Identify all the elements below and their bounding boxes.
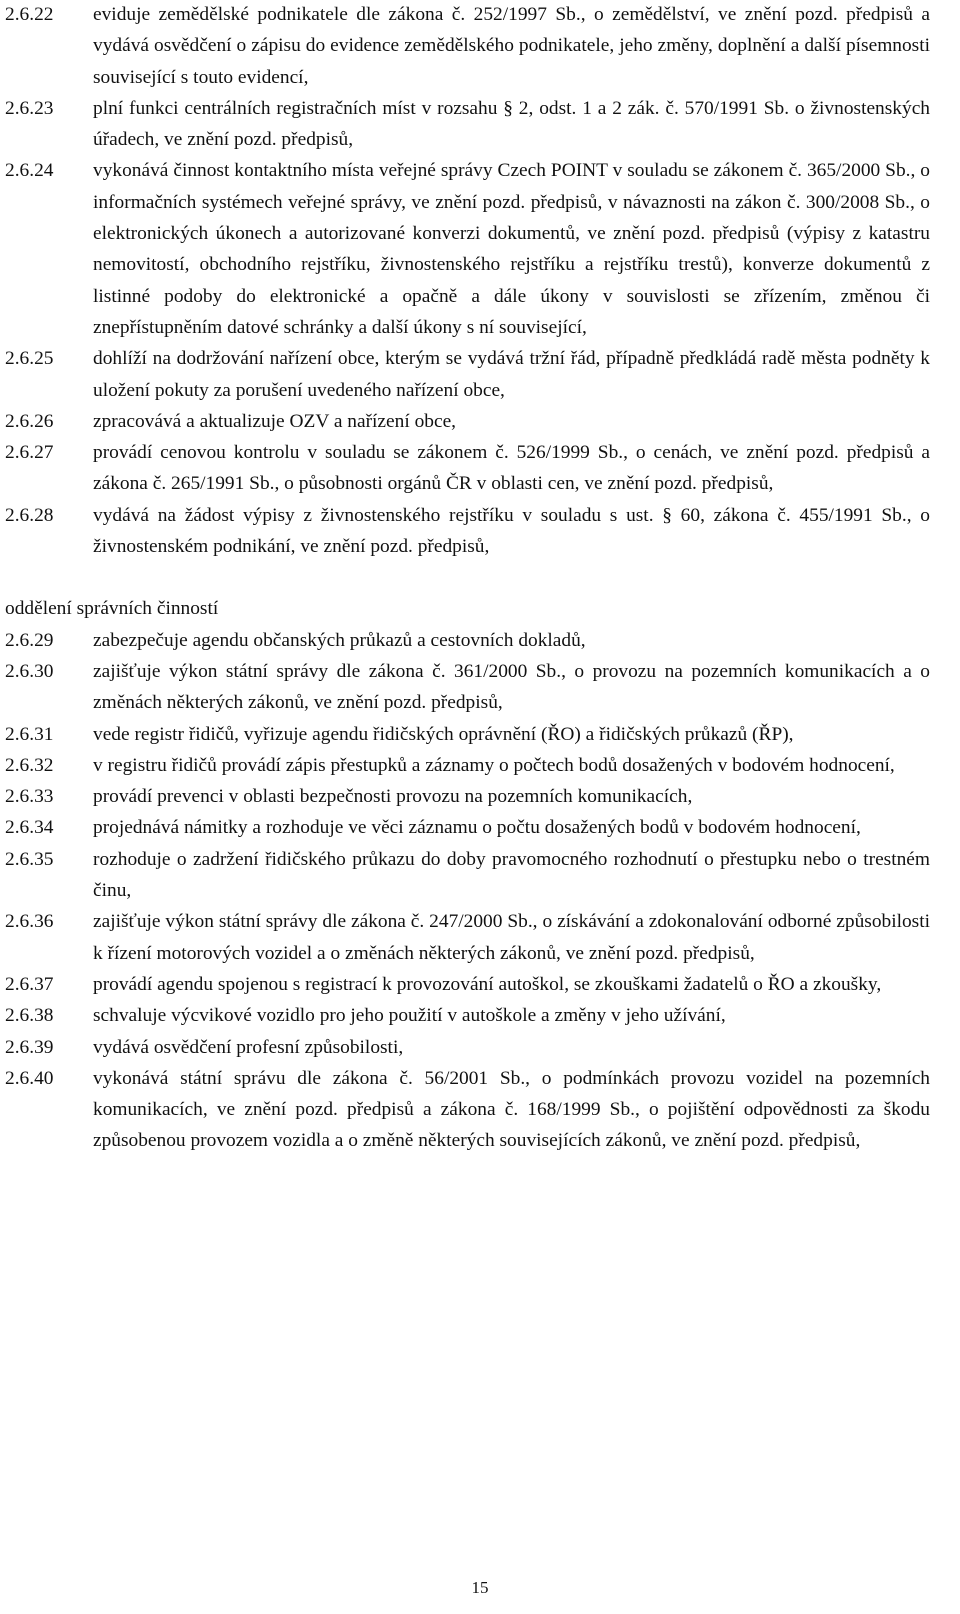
item-number: 2.6.23 <box>5 97 54 119</box>
list-item <box>5 500 930 563</box>
section-b-list <box>5 625 930 1157</box>
item-text: vydává osvědčení profesní způsobilosti, <box>93 1036 404 1058</box>
item-text: vede registr řidičů, vyřizuje agendu řidičských oprávnění (ŘO) a řidičských průkazů (ŘP), <box>93 723 794 745</box>
document-page <box>5 0 930 1157</box>
item-number: 2.6.24 <box>5 160 54 182</box>
item-number: 2.6.37 <box>5 973 54 995</box>
item-text: vykonává státní správu dle zákona č. 56/2001 Sb., o podmínkách provozu vozidel na pozemních komunikacích, ve znění pozd. předpisů a zákona č. 168/1999 Sb., o pojištění odpovědnosti za škodu způsobenou provozem vozidla a o změně některých souvisejících zákonů, ve znění pozd. předpisů, <box>93 1067 930 1152</box>
list-item <box>5 1063 930 1157</box>
item-number: 2.6.22 <box>5 4 54 25</box>
list-item <box>5 406 930 437</box>
list-item <box>5 93 930 156</box>
item-text: zpracovává a aktualizuje OZV a nařízení obce, <box>93 410 457 432</box>
item-number: 2.6.29 <box>5 629 54 651</box>
item-text: zajišťuje výkon státní správy dle zákona č. 361/2000 Sb., o provozu na pozemních komunikacích a o změnách některých zákonů, ve znění pozd. předpisů, <box>93 660 930 714</box>
item-text: vykonává činnost kontaktního místa veřejné správy Czech POINT v souladu se zákonem č. 365/2000 Sb., o informačních systémech veřejné správy, ve znění pozd. předpisů, v návaznosti na zákon č. 300/2008 Sb., o elektronických úkonech a autorizované konverzi dokumentů, ve znění pozd. předpisů (výpisy z katastru nemovitostí, obchodního rejstříku, živnostenského rejstříku a rejstříku trestů), konverze dokumentů z listinné podoby do elektronické a opačně a dále úkony v souvislosti se zřízením, změnou či znepřístupněním datové schránky a další úkony s ní související, <box>93 160 930 338</box>
item-text: provádí prevenci v oblasti bezpečnosti provozu na pozemních komunikacích, <box>93 786 693 808</box>
item-number: 2.6.30 <box>5 660 54 682</box>
item-text: vydává na žádost výpisy z živnostenského rejstříku v souladu s ust. § 60, zákona č. 455/1991 Sb., o živnostenském podnikání, ve znění pozd. předpisů, <box>93 504 930 558</box>
list-item <box>5 656 930 719</box>
item-text: zabezpečuje agendu občanských průkazů a cestovních dokladů, <box>93 629 586 651</box>
page-number: 15 <box>471 1578 489 1597</box>
item-text: zajišťuje výkon státní správy dle zákona č. 247/2000 Sb., o získávání a zdokonalování odborné způsobilosti k řízení motorových vozidel a o změnách některých zákonů, ve znění pozd. předpisů, <box>93 911 930 964</box>
item-number: 2.6.31 <box>5 723 54 745</box>
list-item <box>5 625 930 656</box>
list-item <box>5 812 930 843</box>
item-number: 2.6.36 <box>5 911 54 933</box>
list-item <box>5 719 930 750</box>
item-text: plní funkci centrálních registračních míst v rozsahu § 2, odst. 1 a 2 zák. č. 570/1991 Sb. o živnostenských úřadech, ve znění pozd. předpisů, <box>93 97 930 151</box>
section-heading: oddělení správních činností <box>5 598 219 620</box>
item-text: projednává námitky a rozhoduje ve věci záznamu o počtu dosažených bodů v bodovém hodnocení, <box>93 817 861 839</box>
item-number: 2.6.26 <box>5 410 54 432</box>
item-text: provádí cenovou kontrolu v souladu se zákonem č. 526/1999 Sb., o cenách, ve znění pozd. předpisů a zákona č. 265/1991 Sb., o působnosti orgánů ČR v oblasti cen, ve znění pozd. předpisů, <box>93 442 930 495</box>
list-item <box>5 343 930 406</box>
item-number: 2.6.38 <box>5 1005 54 1027</box>
item-number: 2.6.27 <box>5 442 54 464</box>
item-number: 2.6.39 <box>5 1036 54 1058</box>
item-text: eviduje zemědělské podnikatele dle zákona č. 252/1997 Sb., o zemědělství, ve znění pozd. předpisů a vydává osvědčení o zápisu do evidence zemědělského podnikatele, jeho změny, doplnění a další písemnosti související s touto evidencí, <box>93 4 930 88</box>
section-a-list <box>5 0 930 562</box>
list-item <box>5 906 930 969</box>
list-item <box>5 969 930 1000</box>
list-item <box>5 781 930 812</box>
item-text: schvaluje výcvikové vozidlo pro jeho použití v autoškole a změny v jeho užívání, <box>93 1005 726 1027</box>
item-number: 2.6.32 <box>5 754 54 776</box>
item-number: 2.6.40 <box>5 1067 54 1089</box>
list-item <box>5 1032 930 1063</box>
item-text: dohlíží na dodržování nařízení obce, kterým se vydává tržní řád, případně předkládá radě města podněty k uložení pokuty za porušení uvedeného nařízení obce, <box>93 348 930 401</box>
item-number: 2.6.34 <box>5 817 54 839</box>
item-number: 2.6.25 <box>5 348 54 370</box>
list-item <box>5 155 930 343</box>
list-item <box>5 750 930 781</box>
item-text: rozhoduje o zadržení řidičského průkazu do doby pravomocného rozhodnutí o přestupku nebo o trestném činu, <box>93 848 930 902</box>
item-text: v registru řidičů provádí zápis přestupků a záznamy o počtech bodů dosažených v bodovém hodnocení, <box>93 754 895 776</box>
item-number: 2.6.35 <box>5 848 54 870</box>
list-item <box>5 0 930 93</box>
item-number: 2.6.33 <box>5 786 54 808</box>
list-item <box>5 844 930 907</box>
item-number: 2.6.28 <box>5 504 54 526</box>
item-text: provádí agendu spojenou s registrací k provozování autoškol, se zkouškami žadatelů o ŘO a zkoušky, <box>93 973 882 995</box>
list-item <box>5 1000 930 1031</box>
list-item <box>5 437 930 500</box>
